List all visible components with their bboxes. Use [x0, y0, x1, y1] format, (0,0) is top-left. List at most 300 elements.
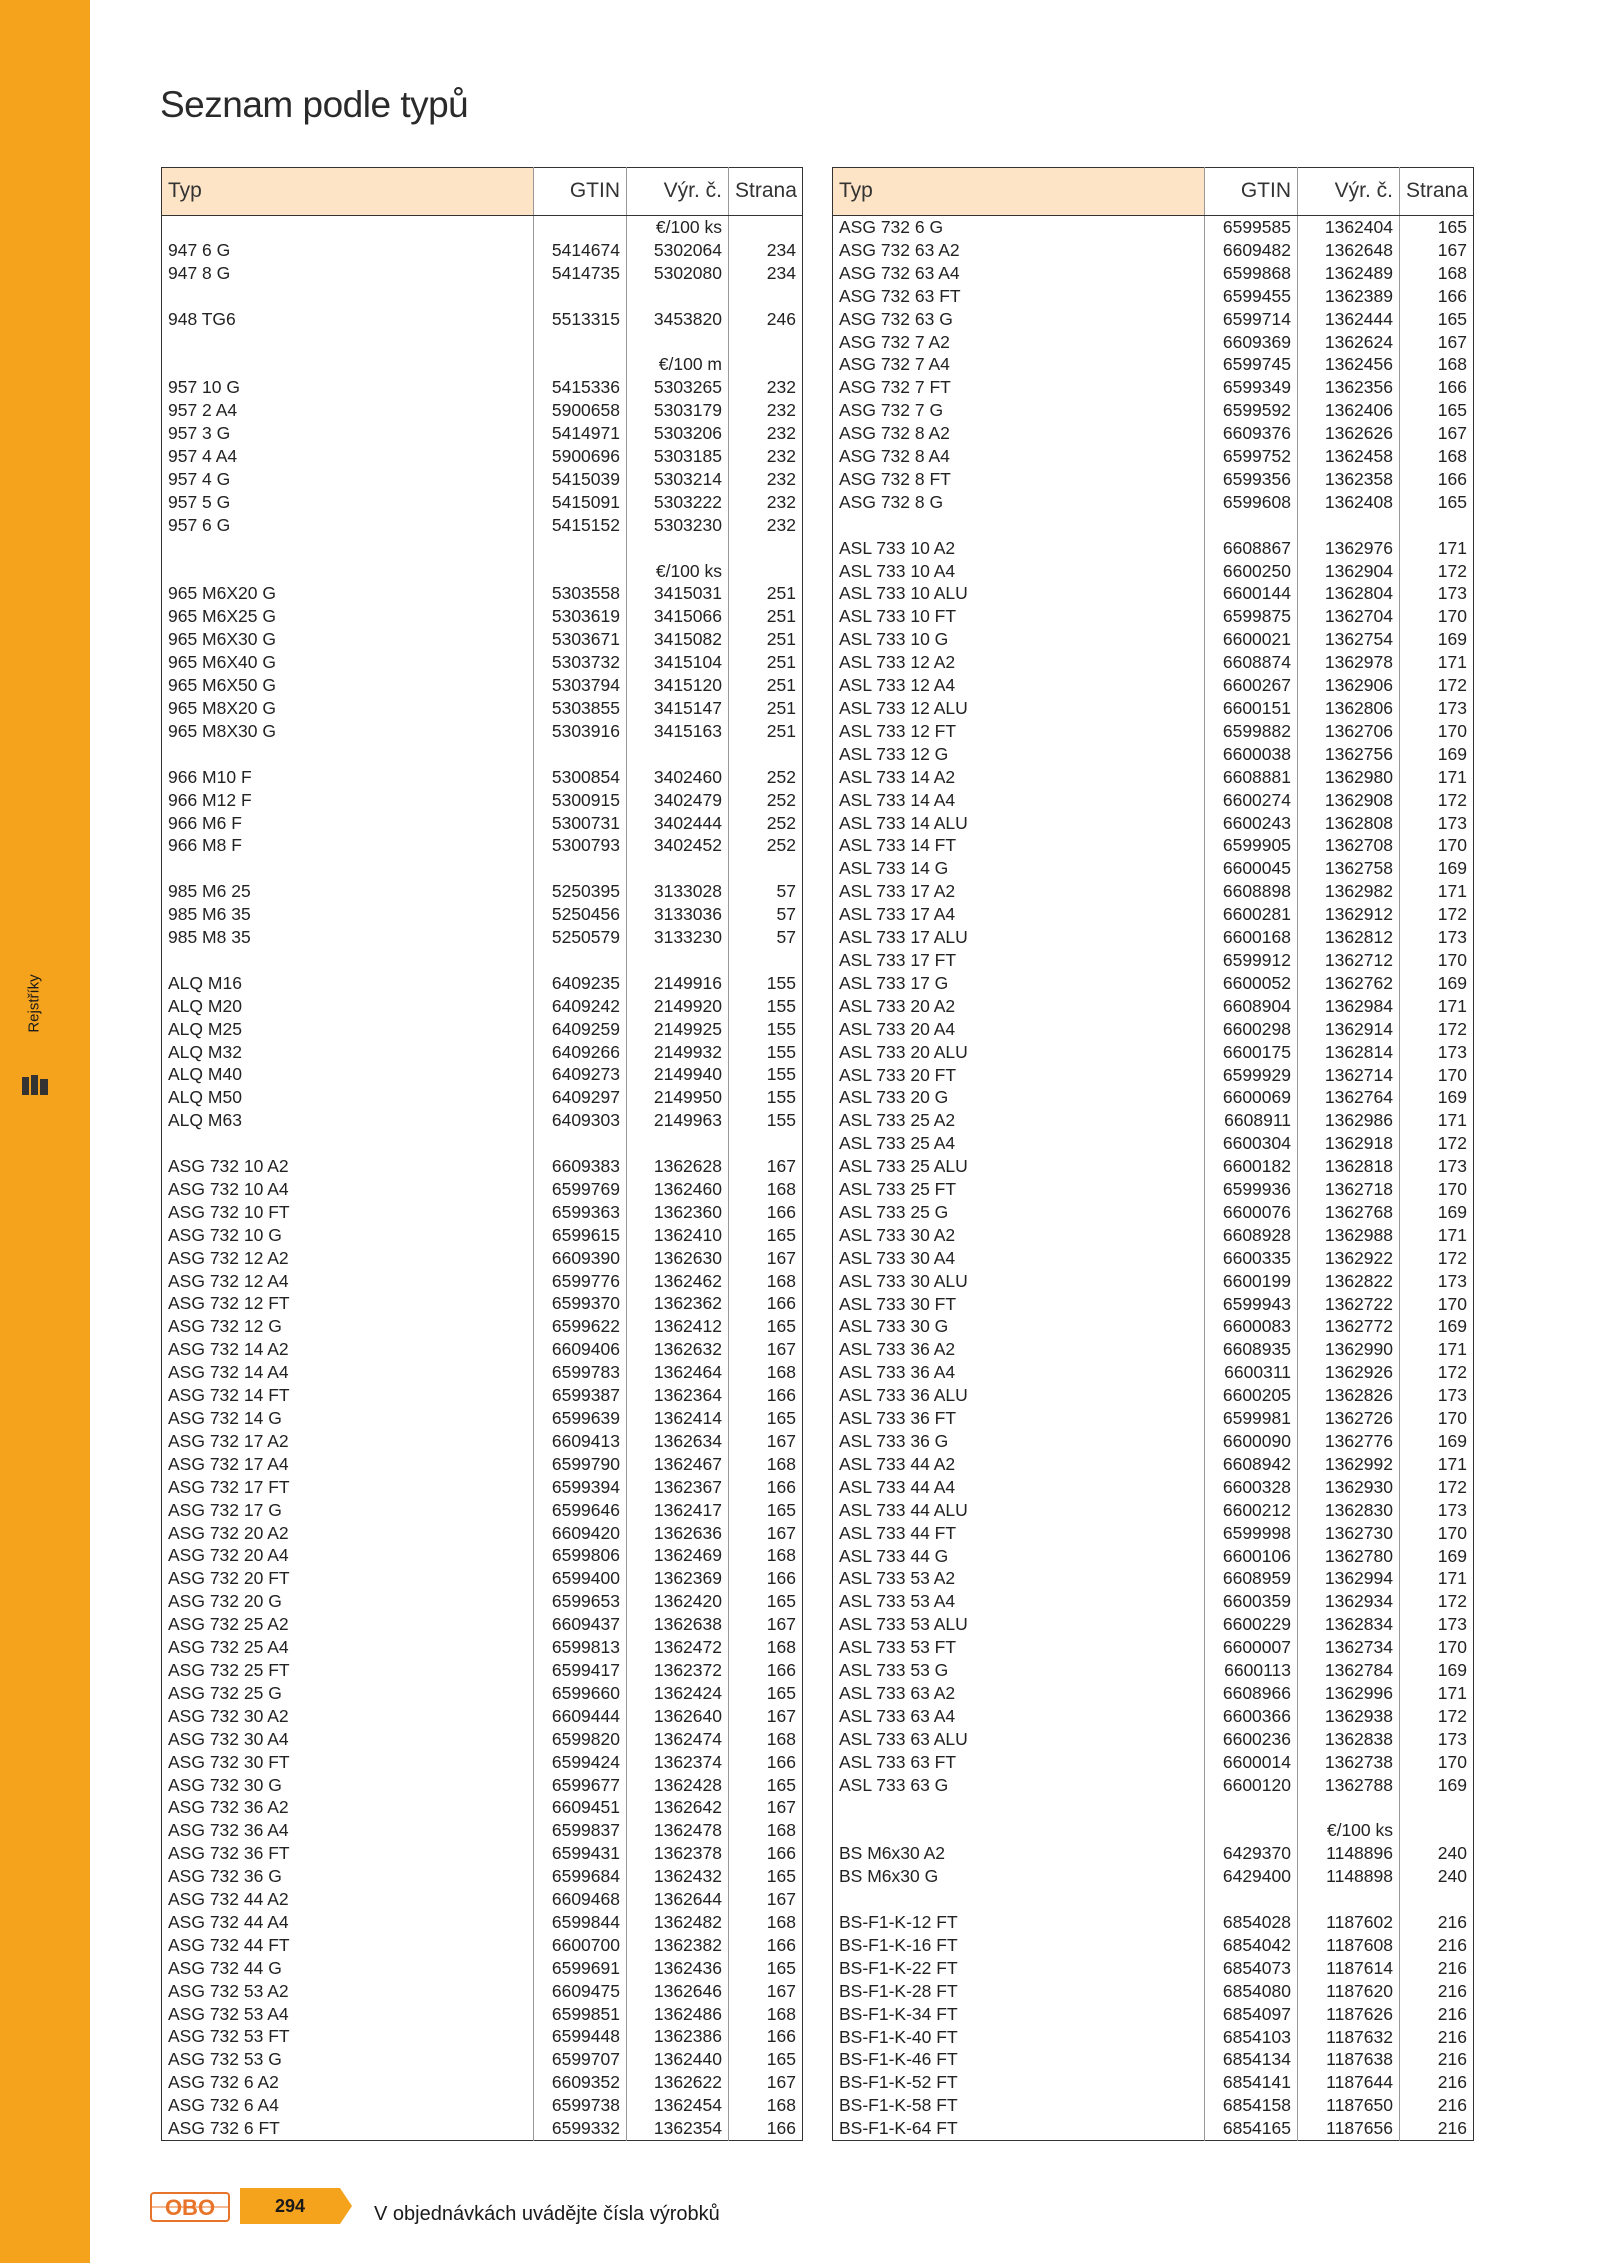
cell-typ: ASL 733 10 A4: [839, 560, 956, 581]
table-row: [833, 2026, 1474, 2049]
cell-vyr: 1362984: [1298, 995, 1400, 1018]
cell-vyr: 1362908: [1298, 789, 1400, 812]
cell-typ: 985 M6 25: [168, 881, 251, 902]
cell-gtin: 6599707: [534, 2048, 627, 2071]
cell-strana: 167: [729, 1247, 803, 1270]
table-row: [833, 651, 1474, 674]
table-row: [833, 857, 1474, 880]
cell-gtin: 6600175: [1205, 1041, 1298, 1064]
table-row: [833, 789, 1474, 812]
unit-row: [833, 1819, 1474, 1842]
cell-strana: 251: [729, 651, 803, 674]
cell-typ: ASL 733 14 G: [839, 858, 949, 879]
cell-strana: 216: [1400, 1957, 1474, 1980]
table-row: [833, 1842, 1474, 1865]
cell-strana: 167: [729, 1888, 803, 1911]
cell-strana: 167: [1400, 422, 1474, 445]
cell-strana: 155: [729, 1086, 803, 1109]
cell-gtin: 5250395: [534, 880, 627, 903]
cell-vyr: [1298, 514, 1400, 537]
cell-typ: ASG 732 53 A4: [168, 2003, 289, 2024]
cell-vyr: 1362938: [1298, 1705, 1400, 1728]
cell-typ: ASL 733 10 ALU: [839, 583, 968, 604]
table-row: [833, 2003, 1474, 2026]
unit-label: €/100 ks: [627, 560, 729, 583]
cell-gtin: 6854134: [1205, 2048, 1298, 2071]
cell-strana: 171: [1400, 1567, 1474, 1590]
cell-gtin: 5415336: [534, 376, 627, 399]
cell-typ: ASG 732 14 A2: [168, 1339, 289, 1360]
cell-typ: 957 5 G: [168, 491, 231, 512]
cell-typ: 985 M6 35: [168, 904, 251, 925]
filler-cell: [534, 2140, 627, 2141]
table-row: [833, 903, 1474, 926]
table-row: [162, 1544, 803, 1567]
cell-strana: [729, 331, 803, 354]
cell-strana: 155: [729, 1018, 803, 1041]
cell-strana: 169: [1400, 1659, 1474, 1682]
cell-gtin: 6854141: [1205, 2071, 1298, 2094]
table-row: [162, 1888, 803, 1911]
cell-gtin: [534, 331, 627, 354]
cell-vyr: 1362454: [627, 2094, 729, 2117]
unit-label: €/100 ks: [1298, 1819, 1400, 1842]
cell-gtin: 6599929: [1205, 1064, 1298, 1087]
cell-vyr: 1362458: [1298, 445, 1400, 468]
cell-gtin: 6599905: [1205, 834, 1298, 857]
cell-vyr: 2149920: [627, 995, 729, 1018]
cell-strana: 172: [1400, 1132, 1474, 1155]
cell-strana: 216: [1400, 1911, 1474, 1934]
cell-gtin: 6600199: [1205, 1270, 1298, 1293]
cell-gtin: 6599783: [534, 1361, 627, 1384]
cell-typ: ALQ M20: [168, 995, 242, 1016]
cell-vyr: 1362904: [1298, 560, 1400, 583]
cell-typ: ASL 733 63 A4: [839, 1705, 956, 1726]
cell-gtin: 6409242: [534, 995, 627, 1018]
cell-vyr: 1362986: [1298, 1109, 1400, 1132]
table-row: [162, 812, 803, 835]
cell-vyr: 1362784: [1298, 1659, 1400, 1682]
cell-strana: 170: [1400, 1064, 1474, 1087]
table-row: [162, 1155, 803, 1178]
cell-strana: 165: [729, 1865, 803, 1888]
table-row: [162, 1270, 803, 1293]
cell-typ: ASL 733 20 A4: [839, 1018, 956, 1039]
table-row: [162, 995, 803, 1018]
cell-gtin: [534, 353, 627, 376]
cell-gtin: [534, 560, 627, 583]
cell-typ: ASL 733 10 A2: [839, 537, 956, 558]
column-header-gtin: GTIN: [1205, 168, 1298, 216]
table-row: [833, 537, 1474, 560]
cell-vyr: 1187644: [1298, 2071, 1400, 2094]
cell-strana: 232: [729, 376, 803, 399]
table-row: [833, 1315, 1474, 1338]
table-row: [162, 308, 803, 331]
table-row: [833, 422, 1474, 445]
cell-typ: ASL 733 10 G: [839, 629, 949, 650]
cell-strana: 216: [1400, 2003, 1474, 2026]
cell-gtin: 6600304: [1205, 1132, 1298, 1155]
cell-typ: ASL 733 12 G: [839, 743, 949, 764]
filler-cell: [729, 2140, 803, 2141]
cell-strana: 171: [1400, 1682, 1474, 1705]
cell-strana: 232: [729, 491, 803, 514]
table-row: [162, 239, 803, 262]
cell-strana: 251: [729, 674, 803, 697]
cell-typ: 957 10 G: [168, 377, 240, 398]
cell-gtin: 5513315: [534, 308, 627, 331]
cell-vyr: 1362460: [627, 1178, 729, 1201]
cell-vyr: 1362826: [1298, 1384, 1400, 1407]
cell-gtin: 6599363: [534, 1201, 627, 1224]
cell-vyr: [1298, 1888, 1400, 1911]
cell-typ: ASL 733 63 G: [839, 1774, 949, 1795]
cell-strana: 168: [729, 1361, 803, 1384]
cell-gtin: 6854097: [1205, 2003, 1298, 2026]
cell-vyr: 1362922: [1298, 1247, 1400, 1270]
cell-strana: 168: [729, 1636, 803, 1659]
cell-typ: ASG 732 25 A2: [168, 1614, 289, 1635]
cell-gtin: 6409266: [534, 1041, 627, 1064]
cell-vyr: 1362474: [627, 1728, 729, 1751]
cell-typ: ASG 732 36 A4: [168, 1820, 289, 1841]
table-row: [833, 262, 1474, 285]
cell-gtin: 6600021: [1205, 628, 1298, 651]
table-row: [833, 1430, 1474, 1453]
cell-strana: 155: [729, 1109, 803, 1132]
cell-strana: 155: [729, 1041, 803, 1064]
filler-cell: [162, 2140, 534, 2141]
cell-vyr: 1362436: [627, 1957, 729, 1980]
cell-strana: 172: [1400, 1476, 1474, 1499]
cell-vyr: 2149963: [627, 1109, 729, 1132]
cell-strana: 172: [1400, 1590, 1474, 1613]
table-row: [833, 1682, 1474, 1705]
cell-gtin: 5300793: [534, 834, 627, 857]
cell-gtin: 6600014: [1205, 1751, 1298, 1774]
cell-gtin: 6600328: [1205, 1476, 1298, 1499]
cell-strana: 165: [729, 2048, 803, 2071]
cell-vyr: 1362428: [627, 1774, 729, 1797]
cell-strana: 171: [1400, 651, 1474, 674]
table-row: [162, 1018, 803, 1041]
cell-gtin: 6609390: [534, 1247, 627, 1270]
table-row: [833, 1270, 1474, 1293]
cell-vyr: 3402444: [627, 812, 729, 835]
cell-strana: [729, 857, 803, 880]
cell-gtin: 6608966: [1205, 1682, 1298, 1705]
table-row: [833, 1293, 1474, 1316]
cell-typ: ASG 732 30 FT: [168, 1751, 290, 1772]
cell-vyr: 3415082: [627, 628, 729, 651]
table-row: [162, 262, 803, 285]
cell-strana: 167: [729, 1613, 803, 1636]
cell-gtin: 6600366: [1205, 1705, 1298, 1728]
cell-strana: 169: [1400, 1315, 1474, 1338]
cell-typ: ASL 733 63 FT: [839, 1751, 957, 1772]
cell-strana: 168: [729, 1544, 803, 1567]
cell-typ: ASG 732 17 G: [168, 1499, 282, 1520]
cell-strana: 234: [729, 262, 803, 285]
cell-vyr: 1362482: [627, 1911, 729, 1934]
cell-vyr: 1148898: [1298, 1865, 1400, 1888]
cell-strana: 251: [729, 628, 803, 651]
cell-gtin: 6609451: [534, 1796, 627, 1819]
cell-vyr: 1362489: [1298, 262, 1400, 285]
cell-gtin: 6599745: [1205, 353, 1298, 376]
table-row: [833, 399, 1474, 422]
index-tab-icon: [22, 1075, 48, 1095]
table-row: [162, 926, 803, 949]
cell-typ: ASG 732 12 A2: [168, 1247, 289, 1268]
cell-typ: 957 6 G: [168, 514, 231, 535]
cell-typ: ALQ M32: [168, 1041, 242, 1062]
cell-gtin: [534, 216, 627, 239]
cell-vyr: 1362626: [1298, 422, 1400, 445]
cell-gtin: 6599394: [534, 1476, 627, 1499]
page-title: Seznam podle typů: [160, 84, 469, 125]
cell-gtin: 6599615: [534, 1224, 627, 1247]
cell-vyr: 5303185: [627, 445, 729, 468]
table-row: [162, 697, 803, 720]
cell-vyr: 1362358: [1298, 468, 1400, 491]
table-row: [833, 1957, 1474, 1980]
cell-strana: 167: [1400, 331, 1474, 354]
table-row: [833, 1018, 1474, 1041]
cell-strana: 57: [729, 903, 803, 926]
cell-gtin: 6599653: [534, 1590, 627, 1613]
cell-typ: 966 M6 F: [168, 812, 242, 833]
table-row: [833, 1201, 1474, 1224]
table-row: [833, 972, 1474, 995]
cell-vyr: 1362976: [1298, 537, 1400, 560]
table-row: [162, 1934, 803, 1957]
cell-gtin: 6599592: [1205, 399, 1298, 422]
cell-gtin: 5300915: [534, 789, 627, 812]
cell-gtin: 6609352: [534, 2071, 627, 2094]
table-row: [833, 1567, 1474, 1590]
cell-typ: ASG 732 10 G: [168, 1224, 282, 1245]
cell-gtin: 6599882: [1205, 720, 1298, 743]
cell-gtin: 6600168: [1205, 926, 1298, 949]
cell-vyr: 1362630: [627, 1247, 729, 1270]
cell-vyr: 1362808: [1298, 812, 1400, 835]
cell-strana: 171: [1400, 995, 1474, 1018]
cell-typ: ASL 733 53 A4: [839, 1591, 956, 1612]
cell-vyr: 1362934: [1298, 1590, 1400, 1613]
cell-typ: [162, 216, 534, 239]
cell-typ: ASL 733 63 ALU: [839, 1728, 968, 1749]
cell-vyr: 1362467: [627, 1453, 729, 1476]
cell-strana: 155: [729, 972, 803, 995]
cell-strana: 169: [1400, 1545, 1474, 1568]
table-row: [833, 1453, 1474, 1476]
cell-typ: BS M6x30 G: [839, 1866, 939, 1887]
table-row: [833, 1247, 1474, 1270]
cell-gtin: 6599837: [534, 1819, 627, 1842]
cell-vyr: 1187614: [1298, 1957, 1400, 1980]
cell-gtin: 6609444: [534, 1705, 627, 1728]
cell-gtin: 6854073: [1205, 1957, 1298, 1980]
cell-strana: 168: [729, 1453, 803, 1476]
cell-vyr: 1362640: [627, 1705, 729, 1728]
footer-note: V objednávkách uvádějte čísla výrobků: [374, 2203, 720, 2225]
cell-gtin: 6599769: [534, 1178, 627, 1201]
table-row: [833, 1338, 1474, 1361]
cell-vyr: 1362632: [627, 1338, 729, 1361]
cell-strana: 167: [729, 1980, 803, 2003]
cell-gtin: 5415152: [534, 514, 627, 537]
cell-gtin: 6609420: [534, 1522, 627, 1545]
column-header-vyr: Výr. č.: [1298, 168, 1400, 216]
cell-strana: 173: [1400, 1041, 1474, 1064]
table-row: [162, 1682, 803, 1705]
cell-gtin: [534, 537, 627, 560]
cell-gtin: 6609437: [534, 1613, 627, 1636]
cell-gtin: 6599820: [534, 1728, 627, 1751]
cell-strana: 169: [1400, 743, 1474, 766]
cell-typ: ASG 732 12 FT: [168, 1293, 290, 1314]
cell-typ: ASL 733 36 FT: [839, 1408, 957, 1429]
cell-vyr: 1362834: [1298, 1613, 1400, 1636]
filler-cell: [1400, 2140, 1474, 2141]
table-body-right: [833, 216, 1474, 2141]
cell-vyr: 5303206: [627, 422, 729, 445]
cell-vyr: 1362772: [1298, 1315, 1400, 1338]
cell-typ: ASL 733 30 A4: [839, 1247, 956, 1268]
cell-gtin: 6600281: [1205, 903, 1298, 926]
table-row: [162, 1842, 803, 1865]
cell-gtin: 6599981: [1205, 1407, 1298, 1430]
cell-typ: ASL 733 44 A4: [839, 1476, 956, 1497]
cell-gtin: 6600076: [1205, 1201, 1298, 1224]
cell-typ: ASG 732 10 FT: [168, 1201, 290, 1222]
cell-strana: 167: [729, 1705, 803, 1728]
cell-vyr: 1362994: [1298, 1567, 1400, 1590]
cell-strana: 166: [729, 1384, 803, 1407]
table-row: [833, 1361, 1474, 1384]
table-row: [833, 582, 1474, 605]
cell-typ: ASG 732 8 A4: [839, 446, 950, 467]
cell-strana: [1400, 1797, 1474, 1820]
cell-typ: ASL 733 10 FT: [839, 606, 957, 627]
cell-vyr: 1187638: [1298, 2048, 1400, 2071]
cell-typ: ASL 733 36 A2: [839, 1339, 956, 1360]
cell-gtin: 6599424: [534, 1751, 627, 1774]
table-row: [833, 1109, 1474, 1132]
table-row: [162, 2025, 803, 2048]
cell-vyr: 1362386: [627, 2025, 729, 2048]
cell-gtin: 6599714: [1205, 308, 1298, 331]
table-row: [162, 1315, 803, 1338]
cell-typ: [162, 857, 534, 880]
cell-vyr: 1362462: [627, 1270, 729, 1293]
cell-strana: 168: [729, 1270, 803, 1293]
cell-typ: ASG 732 7 A4: [839, 354, 950, 375]
table-row: [162, 1201, 803, 1224]
cell-gtin: 6609376: [1205, 422, 1298, 445]
cell-vyr: [627, 857, 729, 880]
table-row: [162, 445, 803, 468]
cell-typ: ASL 733 20 FT: [839, 1064, 957, 1085]
cell-gtin: 6599349: [1205, 376, 1298, 399]
cell-strana: 173: [1400, 1499, 1474, 1522]
cell-vyr: 1362788: [1298, 1774, 1400, 1797]
cell-gtin: 6599844: [534, 1911, 627, 1934]
cell-typ: [162, 353, 534, 376]
cell-strana: 166: [729, 2117, 803, 2140]
table-row: [162, 1476, 803, 1499]
table-row: [162, 1407, 803, 1430]
cell-typ: 966 M8 F: [168, 835, 242, 856]
filler-row: [833, 2140, 1474, 2141]
cell-strana: 167: [729, 1338, 803, 1361]
cell-strana: 234: [729, 239, 803, 262]
cell-vyr: 1362486: [627, 2003, 729, 2026]
cell-vyr: 1362360: [627, 1201, 729, 1224]
cell-gtin: 6599776: [534, 1270, 627, 1293]
cell-strana: 165: [729, 1315, 803, 1338]
cell-typ: ASL 733 44 A2: [839, 1453, 956, 1474]
cell-vyr: 1362414: [627, 1407, 729, 1430]
table-row: [833, 1934, 1474, 1957]
table-row: [162, 2094, 803, 2117]
table-row: [162, 2117, 803, 2140]
cell-strana: [1400, 514, 1474, 537]
table-row: [162, 422, 803, 445]
cell-gtin: 6599431: [534, 1842, 627, 1865]
cell-vyr: 1362906: [1298, 674, 1400, 697]
cell-strana: 165: [729, 1774, 803, 1797]
table-row: [162, 651, 803, 674]
table-row: [833, 1728, 1474, 1751]
cell-strana: 166: [729, 1567, 803, 1590]
cell-gtin: 6599868: [1205, 262, 1298, 285]
cell-strana: 173: [1400, 1728, 1474, 1751]
cell-gtin: 6599639: [534, 1407, 627, 1430]
cell-vyr: 1362996: [1298, 1682, 1400, 1705]
cell-strana: 170: [1400, 605, 1474, 628]
cell-typ: ASG 732 14 G: [168, 1408, 282, 1429]
spacer-row: [162, 949, 803, 972]
table-row: [162, 1086, 803, 1109]
cell-strana: 169: [1400, 1086, 1474, 1109]
cell-vyr: 1362406: [1298, 399, 1400, 422]
cell-vyr: 1362356: [1298, 376, 1400, 399]
cell-strana: 246: [729, 308, 803, 331]
cell-typ: ASG 732 20 A2: [168, 1522, 289, 1543]
table-row: [833, 1659, 1474, 1682]
cell-typ: ASL 733 30 FT: [839, 1293, 957, 1314]
cell-typ: ALQ M63: [168, 1110, 242, 1131]
table-row: [833, 674, 1474, 697]
cell-strana: 167: [729, 1522, 803, 1545]
cell-gtin: 6600267: [1205, 674, 1298, 697]
table-row: [162, 972, 803, 995]
cell-strana: [729, 216, 803, 239]
table-row: [162, 1063, 803, 1086]
cell-strana: 57: [729, 880, 803, 903]
cell-vyr: 1362930: [1298, 1476, 1400, 1499]
cell-typ: [162, 537, 534, 560]
table-row: [162, 1384, 803, 1407]
cell-gtin: 6599356: [1205, 468, 1298, 491]
unit-label: €/100 ks: [627, 216, 729, 239]
cell-vyr: 1362648: [1298, 239, 1400, 262]
cell-typ: 957 3 G: [168, 423, 231, 444]
